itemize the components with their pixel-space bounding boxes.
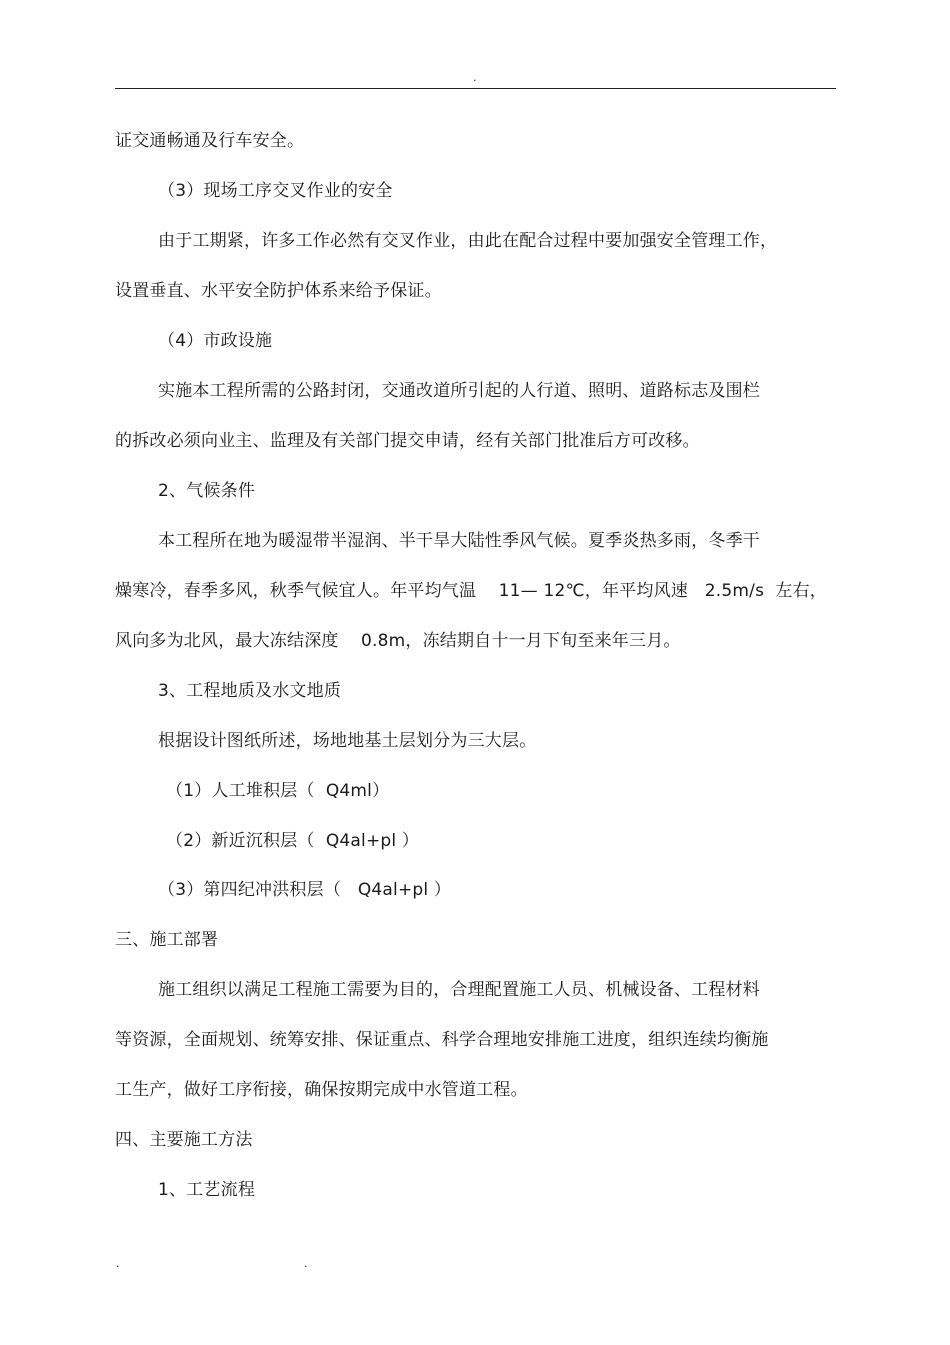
paragraph-line: 本工程所在地为暖湿带半湿润、半干旱大陆性季风气候。夏季炎热多雨，冬季干 — [158, 531, 760, 551]
list-item: （1）人工堆积层（ Q4ml） — [166, 781, 390, 801]
paragraph-line: 施工组织以满足工程施工需要为目的，合理配置施工人员、机械设备、工程材料 — [158, 980, 760, 1000]
header-rule — [115, 88, 836, 89]
section-heading: 3、工程地质及水文地质 — [158, 681, 342, 701]
section-heading: 2、气候条件 — [158, 481, 256, 501]
paragraph-line: 的拆改必须向业主、监理及有关部门提交申请，经有关部门批准后方可改移。 — [115, 431, 700, 451]
body-line: 证交通畅通及行车安全。 — [115, 131, 305, 151]
paragraph-line: 等资源，全面规划、统筹安排、保证重点、科学合理地安排施工进度，组织连续均衡施 — [115, 1030, 769, 1050]
list-item: （2）新近沉积层（ Q4al+pl ） — [166, 831, 420, 851]
paragraph-line: 风向多为北风，最大冻结深度 0.8m，冻结期自十一月下旬至来年三月。 — [115, 631, 681, 651]
paragraph-line: 实施本工程所需的公路封闭，交通改道所引起的人行道、照明、道路标志及围栏 — [158, 381, 760, 401]
paragraph-line: 由于工期紧，许多工作必然有交叉作业，由此在配合过程中要加强安全管理工作， — [158, 231, 778, 251]
paragraph-line: 燥寒冷，春季多风，秋季气候宜人。年平均气温 11— 12℃，年平均风速 2.5m/s 左右， — [115, 581, 827, 601]
footer-left-mark: . — [116, 1257, 120, 1270]
paragraph-line: 根据设计图纸所述，场地地基土层划分为三大层。 — [158, 731, 537, 751]
paragraph-line: 工生产，做好工序衔接，确保按期完成中水管道工程。 — [115, 1080, 528, 1100]
chapter-heading: 四、主要施工方法 — [115, 1130, 253, 1150]
paragraph-line: 设置垂直、水平安全防护体系来给予保证。 — [115, 281, 442, 301]
chapter-heading: 三、施工部署 — [115, 930, 219, 950]
footer-right-mark: . — [304, 1257, 308, 1270]
list-item: （3）第四纪冲洪积层（ Q4al+pl ） — [158, 880, 452, 900]
subheading: （3）现场工序交叉作业的安全 — [158, 181, 393, 201]
header-mark: . — [473, 71, 477, 84]
subheading: （4）市政设施 — [158, 331, 273, 351]
section-heading: 1、工艺流程 — [158, 1180, 256, 1200]
